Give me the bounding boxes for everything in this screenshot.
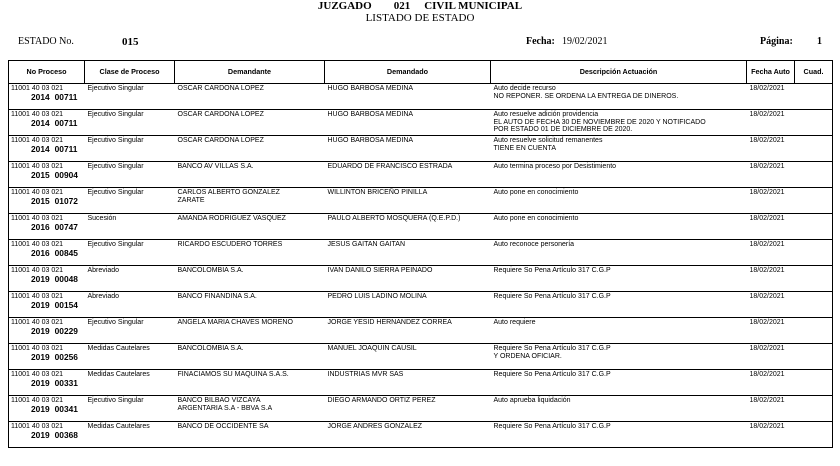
descripcion-line: Auto resuelve adición providencia bbox=[493, 111, 599, 118]
proceso-number: 00845 bbox=[54, 247, 78, 258]
descripcion-line: TIENE EN CUENTA bbox=[493, 144, 556, 152]
cell-demandante bbox=[175, 422, 325, 448]
proceso-year-number bbox=[11, 93, 82, 102]
demandante-line: BANCO FINANDINA S.A. bbox=[177, 293, 257, 300]
cell-demandado: PEDRO LUIS LADINO MOLINA bbox=[325, 292, 491, 318]
proceso-code: 11001 40 03 021 bbox=[11, 397, 64, 404]
demandante-line: BANCO AV VILLAS S.A. bbox=[177, 163, 254, 170]
court-heading bbox=[0, 0, 840, 12]
proceso-year-number bbox=[11, 301, 82, 310]
proceso-year: 2016 bbox=[31, 221, 50, 232]
cell-clase: Abreviado bbox=[85, 266, 175, 292]
col-header-descripcion: Descripción Actuación bbox=[491, 61, 747, 84]
cell-demandante bbox=[175, 344, 325, 370]
proceso-code: 11001 40 03 021 bbox=[11, 215, 64, 222]
cell-descripcion bbox=[491, 422, 747, 448]
proceso-code: 11001 40 03 021 bbox=[11, 423, 64, 430]
cell-descripcion bbox=[491, 266, 747, 292]
descripcion-line: Auto requiere bbox=[493, 319, 536, 326]
table-row bbox=[9, 370, 833, 396]
cell-descripcion bbox=[491, 84, 747, 110]
proceso-year-number bbox=[11, 327, 82, 336]
cell-clase: Ejecutivo Singular bbox=[85, 162, 175, 188]
cell-no-proceso bbox=[9, 110, 85, 136]
cell-demandante bbox=[175, 110, 325, 136]
cell-descripcion bbox=[491, 344, 747, 370]
cell-cuad bbox=[795, 240, 833, 266]
cell-demandante bbox=[175, 318, 325, 344]
cell-fecha-auto: 18/02/2021 bbox=[747, 292, 795, 318]
proceso-number: 00368 bbox=[54, 429, 78, 440]
cell-fecha-auto: 18/02/2021 bbox=[747, 162, 795, 188]
descripcion-line: Requiere So Pena Artículo 317 C.G.P bbox=[493, 371, 611, 378]
proceso-code: 11001 40 03 021 bbox=[11, 189, 64, 196]
proceso-year: 2015 bbox=[31, 169, 50, 180]
cell-no-proceso bbox=[9, 136, 85, 162]
cell-cuad bbox=[795, 162, 833, 188]
table-row bbox=[9, 240, 833, 266]
proceso-year-number bbox=[11, 275, 82, 284]
table-row bbox=[9, 344, 833, 370]
proceso-year: 2019 bbox=[31, 377, 50, 388]
cell-fecha-auto: 18/02/2021 bbox=[747, 344, 795, 370]
table-row bbox=[9, 84, 833, 110]
cell-demandante bbox=[175, 266, 325, 292]
cell-fecha-auto: 18/02/2021 bbox=[747, 136, 795, 162]
cell-descripcion bbox=[491, 396, 747, 422]
cell-demandante bbox=[175, 292, 325, 318]
cell-demandante bbox=[175, 188, 325, 214]
court-word: JUZGADO bbox=[317, 0, 372, 12]
proceso-number: 00904 bbox=[54, 169, 78, 180]
cell-fecha-auto: 18/02/2021 bbox=[747, 240, 795, 266]
cell-demandado: EDUARDO DE FRANCISCO ESTRADA bbox=[325, 162, 491, 188]
proceso-number: 00331 bbox=[54, 377, 78, 388]
cell-cuad bbox=[795, 292, 833, 318]
cell-demandado: MANUEL JOAQUIN CAUSIL bbox=[325, 344, 491, 370]
descripcion-line: Requiere So Pena Artículo 317 C.G.P bbox=[493, 267, 611, 274]
cell-demandado: JORGE ANDRES GONZALEZ bbox=[325, 422, 491, 448]
cell-clase: Ejecutivo Singular bbox=[85, 318, 175, 344]
col-header-no-proceso: No Proceso bbox=[9, 61, 85, 84]
cell-demandado: PAULO ALBERTO MOSQUERA (Q.E.P.D.) bbox=[325, 214, 491, 240]
proceso-code: 11001 40 03 021 bbox=[11, 345, 64, 352]
cell-no-proceso bbox=[9, 370, 85, 396]
cell-descripcion bbox=[491, 110, 747, 136]
cell-cuad bbox=[795, 266, 833, 292]
cell-descripcion bbox=[491, 318, 747, 344]
cell-clase: Medidas Cautelares bbox=[85, 370, 175, 396]
demandante-line: CARLOS ALBERTO GONZALEZ bbox=[177, 189, 280, 196]
cell-descripcion bbox=[491, 162, 747, 188]
cell-demandado: JESUS GAITAN GAITAN bbox=[325, 240, 491, 266]
table-row bbox=[9, 266, 833, 292]
demandante-line: ZARATE bbox=[177, 196, 205, 204]
col-header-demandado: Demandado bbox=[325, 61, 491, 84]
proceso-code: 11001 40 03 021 bbox=[11, 371, 64, 378]
cell-descripcion bbox=[491, 136, 747, 162]
demandante-line: BANCO BILBAO VIZCAYA bbox=[177, 397, 261, 404]
descripcion-line: Requiere So Pena Artículo 317 C.G.P bbox=[493, 293, 611, 300]
fecha-label: Fecha: bbox=[526, 36, 555, 47]
table-row bbox=[9, 110, 833, 136]
cell-clase: Ejecutivo Singular bbox=[85, 110, 175, 136]
descripcion-line: EL AUTO DE FECHA 30 DE NOVIEMBRE DE 2020 Y NOTIFICADO bbox=[493, 118, 706, 126]
proceso-number: 00256 bbox=[54, 351, 78, 362]
demandante-line: OSCAR CARDONA LOPEZ bbox=[177, 111, 264, 118]
cell-no-proceso bbox=[9, 84, 85, 110]
court-type: CIVIL MUNICIPAL bbox=[424, 0, 523, 12]
descripcion-line: Auto resuelve solicitud remanentes bbox=[493, 137, 603, 144]
demandante-line: AMANDA RODRIGUEZ VASQUEZ bbox=[177, 215, 286, 222]
cell-clase: Ejecutivo Singular bbox=[85, 84, 175, 110]
cell-fecha-auto: 18/02/2021 bbox=[747, 266, 795, 292]
demandante-line: BANCO DE OCCIDENTE SA bbox=[177, 423, 269, 430]
proceso-number: 00048 bbox=[54, 273, 78, 284]
proceso-year-number bbox=[11, 353, 82, 362]
cell-clase: Ejecutivo Singular bbox=[85, 136, 175, 162]
pagina-label: Página: bbox=[760, 36, 793, 47]
estado-number: 015 bbox=[122, 36, 139, 48]
table-body bbox=[9, 84, 833, 448]
cell-no-proceso bbox=[9, 422, 85, 448]
demandante-line: OSCAR CARDONA LOPEZ bbox=[177, 137, 264, 144]
proceso-year-number bbox=[11, 405, 82, 414]
table-row bbox=[9, 188, 833, 214]
cell-fecha-auto: 18/02/2021 bbox=[747, 214, 795, 240]
document-meta bbox=[0, 36, 840, 50]
court-number: 021 bbox=[393, 0, 411, 12]
descripcion-line: Auto reconoce personería bbox=[493, 241, 575, 248]
descripcion-line: Auto aprueba liquidación bbox=[493, 397, 571, 404]
proceso-number: 00747 bbox=[54, 221, 78, 232]
listing-title: LISTADO DE ESTADO bbox=[365, 12, 475, 24]
cell-cuad bbox=[795, 422, 833, 448]
cell-demandado: HUGO BARBOSA MEDINA bbox=[325, 110, 491, 136]
proceso-code: 11001 40 03 021 bbox=[11, 137, 64, 144]
cell-demandante bbox=[175, 84, 325, 110]
cell-cuad bbox=[795, 318, 833, 344]
cell-clase: Ejecutivo Singular bbox=[85, 396, 175, 422]
estado-table bbox=[8, 60, 833, 448]
proceso-code: 11001 40 03 021 bbox=[11, 293, 64, 300]
cell-descripcion bbox=[491, 370, 747, 396]
table-row bbox=[9, 292, 833, 318]
descripcion-line: Requiere So Pena Artículo 317 C.G.P bbox=[493, 345, 611, 352]
proceso-year-number bbox=[11, 223, 82, 232]
cell-fecha-auto: 18/02/2021 bbox=[747, 396, 795, 422]
proceso-number: 00711 bbox=[54, 117, 78, 128]
proceso-code: 11001 40 03 021 bbox=[11, 267, 64, 274]
cell-demandado: WILLINTON BRICEÑO PINILLA bbox=[325, 188, 491, 214]
pagina-value: 1 bbox=[817, 36, 822, 47]
cell-cuad bbox=[795, 214, 833, 240]
table-row bbox=[9, 162, 833, 188]
descripcion-line: Requiere So Pena Artículo 317 C.G.P bbox=[493, 423, 611, 430]
proceso-year: 2019 bbox=[31, 299, 50, 310]
col-header-clase: Clase de Proceso bbox=[85, 61, 175, 84]
cell-no-proceso bbox=[9, 188, 85, 214]
demandante-line: ARGENTARIA S.A - BBVA S.A bbox=[177, 404, 273, 412]
proceso-year-number bbox=[11, 197, 82, 206]
proceso-year-number bbox=[11, 249, 82, 258]
descripcion-line: POR ESTADO 01 DE DICIEMBRE DE 2020. bbox=[493, 126, 633, 134]
demandante-line: RICARDO ESCUDERO TORRES bbox=[177, 241, 283, 248]
cell-no-proceso bbox=[9, 240, 85, 266]
cell-clase: Ejecutivo Singular bbox=[85, 240, 175, 266]
proceso-year: 2019 bbox=[31, 429, 50, 440]
cell-demandado: DIEGO ARMANDO ORTIZ PEREZ bbox=[325, 396, 491, 422]
cell-clase: Sucesión bbox=[85, 214, 175, 240]
descripcion-line: Y ORDENA OFICIAR. bbox=[493, 352, 562, 360]
demandante-line: FINACIAMOS SU MAQUINA S.A.S. bbox=[177, 371, 289, 378]
cell-descripcion bbox=[491, 214, 747, 240]
cell-descripcion bbox=[491, 240, 747, 266]
cell-demandante bbox=[175, 370, 325, 396]
estado-label: ESTADO No. bbox=[18, 36, 74, 47]
cell-demandado: HUGO BARBOSA MEDINA bbox=[325, 84, 491, 110]
cell-fecha-auto: 18/02/2021 bbox=[747, 84, 795, 110]
proceso-code: 11001 40 03 021 bbox=[11, 241, 64, 248]
cell-fecha-auto: 18/02/2021 bbox=[747, 110, 795, 136]
cell-demandado: IVAN DANILO SIERRA PEINADO bbox=[325, 266, 491, 292]
col-header-fecha-auto: Fecha Auto bbox=[747, 61, 795, 84]
cell-demandado: INDUSTRIAS MVR SAS bbox=[325, 370, 491, 396]
cell-demandado: HUGO BARBOSA MEDINA bbox=[325, 136, 491, 162]
proceso-number: 00229 bbox=[54, 325, 78, 336]
descripcion-line: Auto pone en conocimiento bbox=[493, 215, 579, 222]
cell-descripcion bbox=[491, 292, 747, 318]
cell-no-proceso bbox=[9, 396, 85, 422]
cell-cuad bbox=[795, 136, 833, 162]
descripcion-line: Auto decide recurso bbox=[493, 85, 556, 92]
proceso-year: 2019 bbox=[31, 403, 50, 414]
document-header bbox=[0, 0, 840, 24]
cell-cuad bbox=[795, 84, 833, 110]
cell-demandante bbox=[175, 240, 325, 266]
cell-cuad bbox=[795, 344, 833, 370]
descripcion-line: Auto pone en conocimiento bbox=[493, 189, 579, 196]
cell-cuad bbox=[795, 188, 833, 214]
proceso-year: 2015 bbox=[31, 195, 50, 206]
demandante-line: BANCOLOMBIA S.A. bbox=[177, 267, 244, 274]
cell-cuad bbox=[795, 370, 833, 396]
proceso-year: 2019 bbox=[31, 325, 50, 336]
col-header-cuad: Cuad. bbox=[795, 61, 833, 84]
cell-descripcion bbox=[491, 188, 747, 214]
cell-no-proceso bbox=[9, 214, 85, 240]
proceso-code: 11001 40 03 021 bbox=[11, 85, 64, 92]
cell-clase: Medidas Cautelares bbox=[85, 344, 175, 370]
cell-clase: Abreviado bbox=[85, 292, 175, 318]
cell-fecha-auto: 18/02/2021 bbox=[747, 422, 795, 448]
descripcion-line: Auto termina proceso por Desistimiento bbox=[493, 163, 617, 170]
cell-fecha-auto: 18/02/2021 bbox=[747, 370, 795, 396]
cell-clase: Medidas Cautelares bbox=[85, 422, 175, 448]
proceso-number: 00341 bbox=[54, 403, 78, 414]
proceso-code: 11001 40 03 021 bbox=[11, 319, 64, 326]
proceso-number: 01072 bbox=[54, 195, 78, 206]
proceso-year: 2016 bbox=[31, 247, 50, 258]
demandante-line: ANGELA MARIA CHAVES MORENO bbox=[177, 319, 293, 326]
cell-no-proceso bbox=[9, 292, 85, 318]
cell-no-proceso bbox=[9, 162, 85, 188]
cell-demandante bbox=[175, 214, 325, 240]
proceso-year: 2019 bbox=[31, 273, 50, 284]
proceso-year-number bbox=[11, 145, 82, 154]
proceso-number: 00154 bbox=[54, 299, 78, 310]
proceso-code: 11001 40 03 021 bbox=[11, 111, 64, 118]
cell-clase: Ejecutivo Singular bbox=[85, 188, 175, 214]
cell-demandante bbox=[175, 396, 325, 422]
proceso-year: 2014 bbox=[31, 143, 50, 154]
proceso-year-number bbox=[11, 431, 82, 440]
cell-demandado: JORGE YESID HERNANDEZ CORREA bbox=[325, 318, 491, 344]
table-row bbox=[9, 318, 833, 344]
cell-cuad bbox=[795, 110, 833, 136]
proceso-number: 00711 bbox=[54, 91, 78, 102]
table-row bbox=[9, 396, 833, 422]
cell-no-proceso bbox=[9, 318, 85, 344]
demandante-line: BANCOLOMBIA S.A. bbox=[177, 345, 244, 352]
proceso-year-number bbox=[11, 171, 82, 180]
proceso-year: 2014 bbox=[31, 117, 50, 128]
table-row bbox=[9, 422, 833, 448]
proceso-year: 2019 bbox=[31, 351, 50, 362]
cell-fecha-auto: 18/02/2021 bbox=[747, 188, 795, 214]
demandante-line: OSCAR CARDONA LOPEZ bbox=[177, 85, 264, 92]
table-header-row bbox=[9, 61, 833, 84]
proceso-year-number bbox=[11, 119, 82, 128]
cell-demandante bbox=[175, 162, 325, 188]
proceso-number: 00711 bbox=[54, 143, 78, 154]
cell-cuad bbox=[795, 396, 833, 422]
proceso-code: 11001 40 03 021 bbox=[11, 163, 64, 170]
cell-no-proceso bbox=[9, 266, 85, 292]
fecha-value: 19/02/2021 bbox=[562, 36, 608, 47]
table-row bbox=[9, 136, 833, 162]
cell-fecha-auto: 18/02/2021 bbox=[747, 318, 795, 344]
col-header-demandante: Demandante bbox=[175, 61, 325, 84]
proceso-year-number bbox=[11, 379, 82, 388]
proceso-year: 2014 bbox=[31, 91, 50, 102]
cell-demandante bbox=[175, 136, 325, 162]
descripcion-line: NO REPONER. SE ORDENA LA ENTREGA DE DINEROS. bbox=[493, 92, 679, 100]
table-row bbox=[9, 214, 833, 240]
cell-no-proceso bbox=[9, 344, 85, 370]
